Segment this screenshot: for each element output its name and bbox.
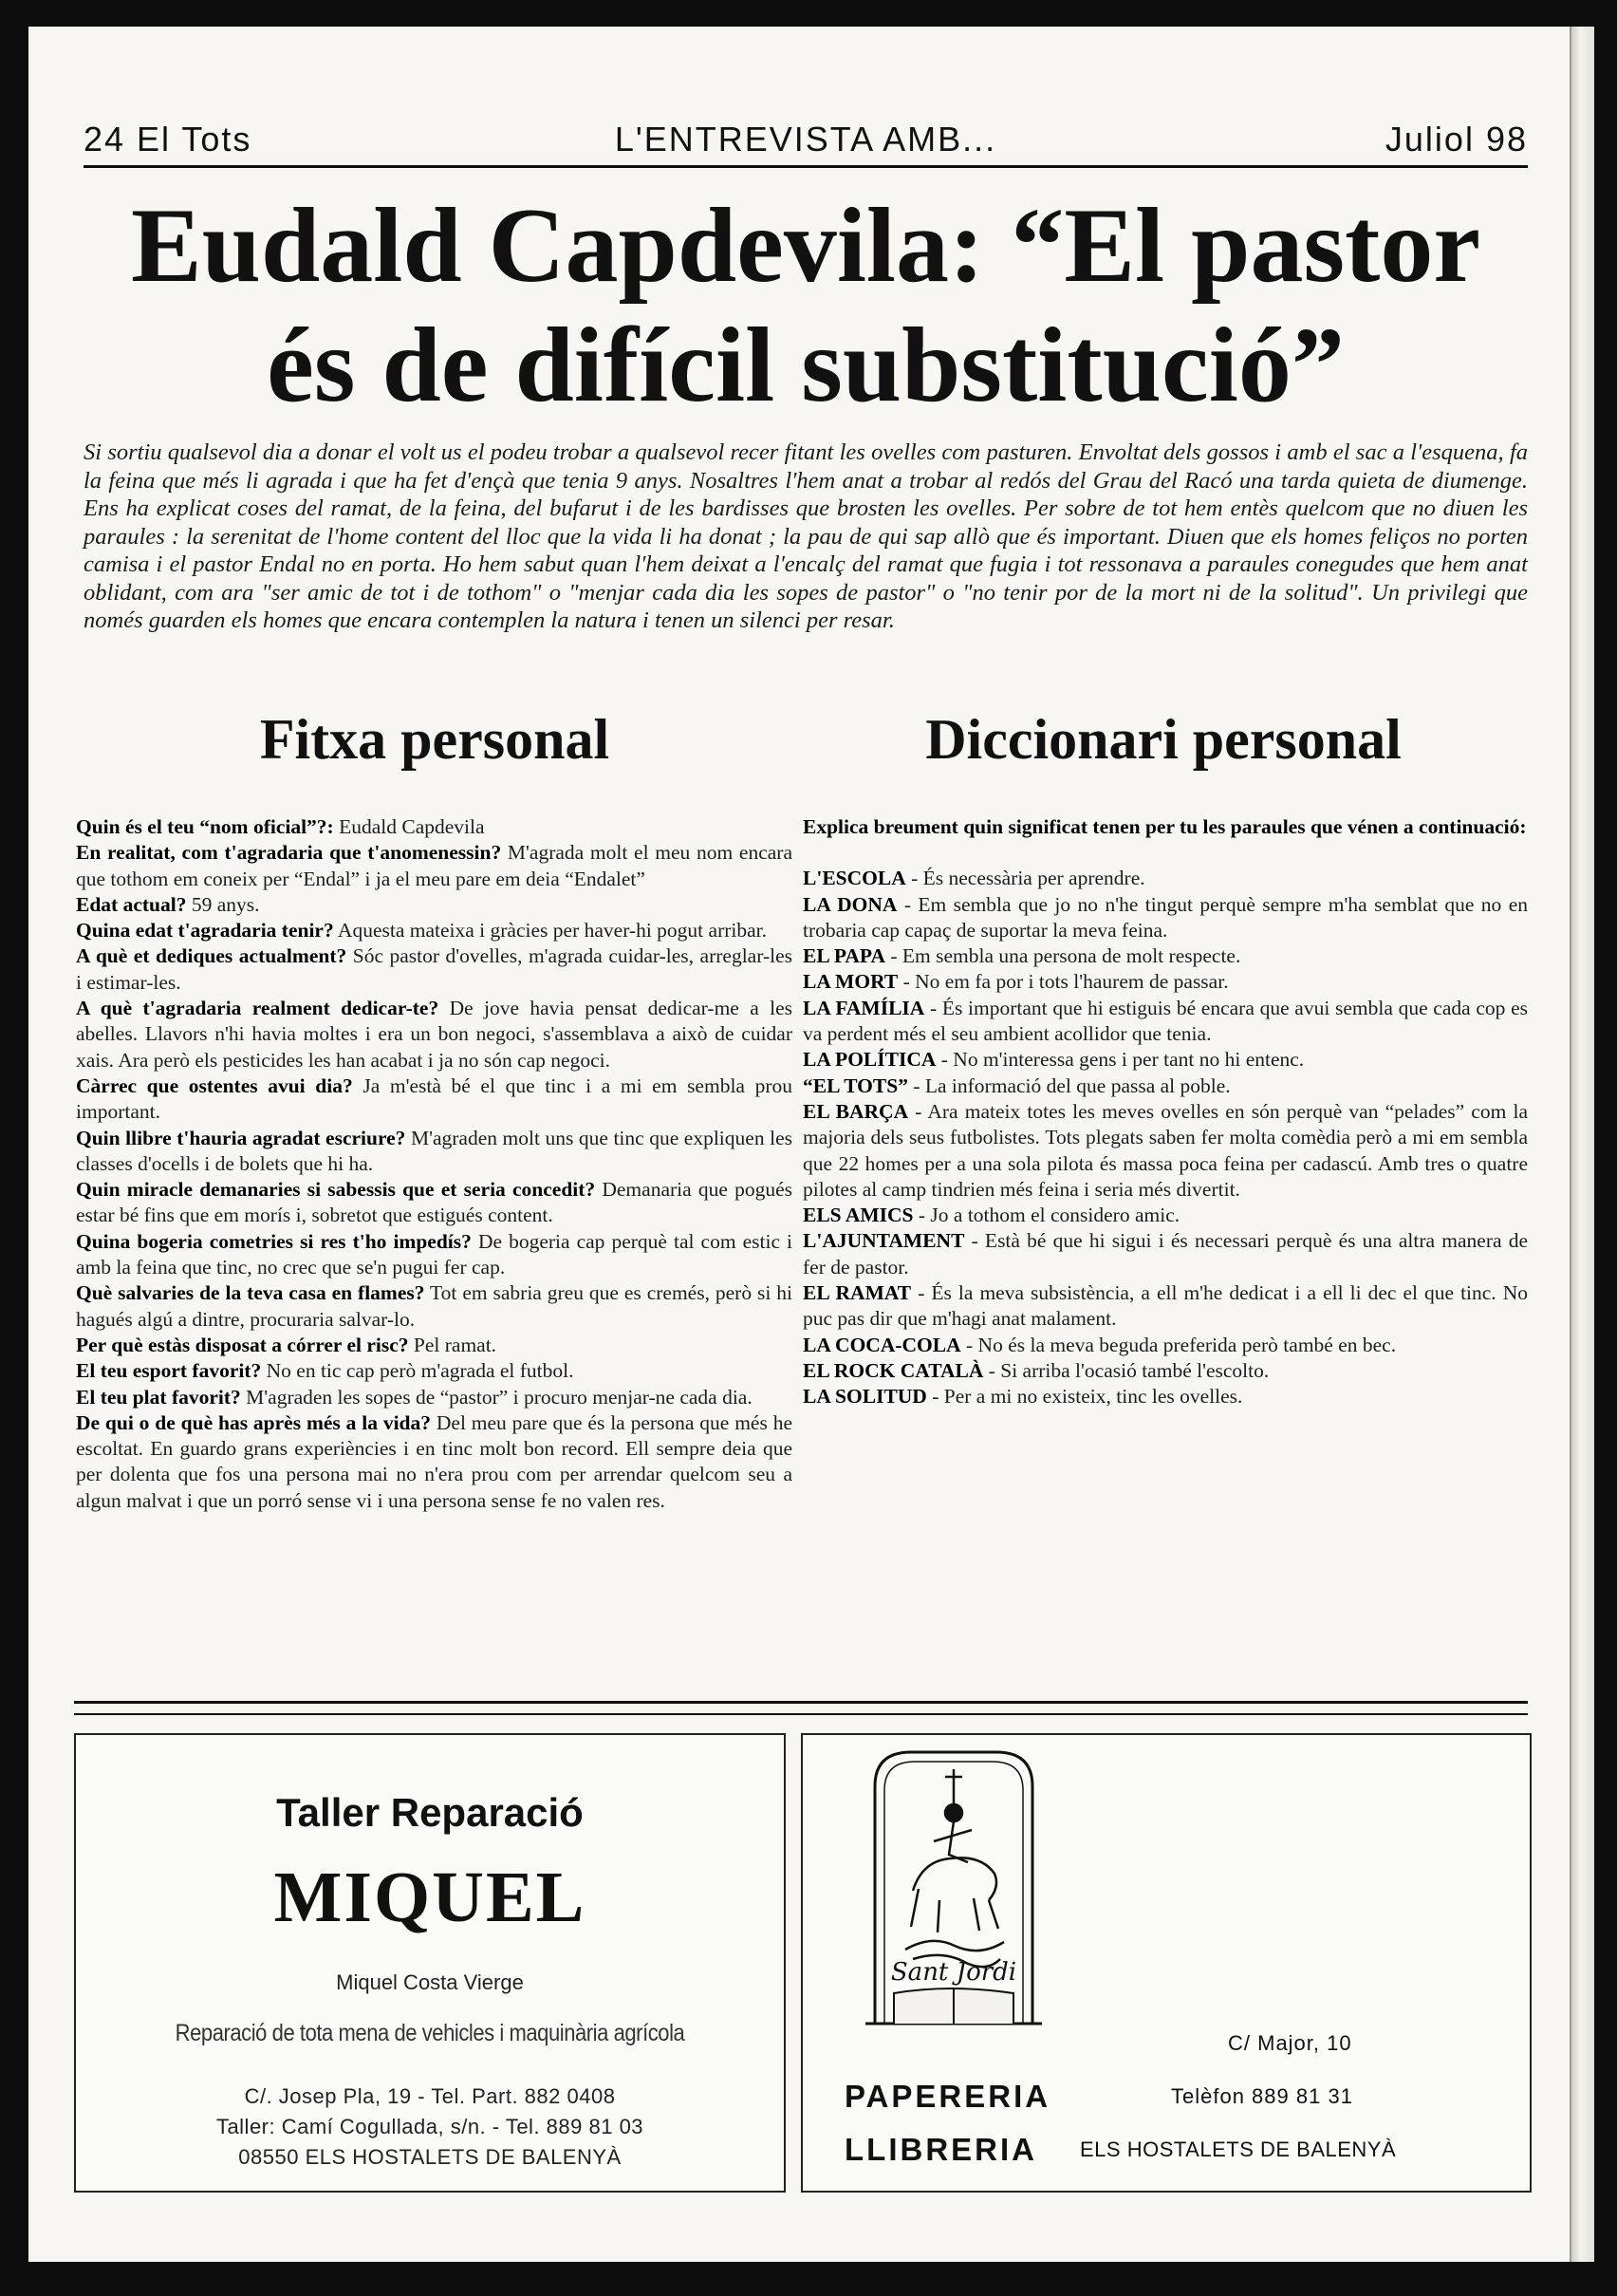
- diccionari-item: [803, 1073, 1528, 1099]
- fitxa-question: Quin miracle demanaries si sabessis que et seria concedit?: [76, 1178, 596, 1202]
- fitxa-answer: M'agraden molt uns que tinc que expliquen les classes d'ocells i de bolets que hi ha.: [76, 1126, 792, 1175]
- fitxa-item: [76, 1126, 792, 1178]
- diccionari-word: EL RAMAT: [803, 1281, 912, 1305]
- fitxa-answer: No en tic cap però m'agrada el futbol.: [261, 1359, 574, 1383]
- ads-divider: [74, 1701, 1528, 1715]
- spacer: [803, 840, 1528, 866]
- page-edge-strip: [1570, 27, 1594, 2262]
- diccionari-column: [803, 814, 1528, 1410]
- fitxa-item: [76, 1358, 792, 1384]
- header-section: L'ENTREVISTA AMB...: [614, 120, 997, 159]
- fitxa-item: [76, 1385, 792, 1410]
- ad-papereria-line1: PAPERERIA: [845, 2079, 1051, 2114]
- header-rule: [84, 165, 1528, 168]
- diccionari-definition: - És necessària per aprendre.: [905, 867, 1145, 890]
- ad-papereria-line2: LLIBRERIA: [845, 2132, 1037, 2167]
- ad-taller-workshop: Taller: Camí Cogullada, s/n. - Tel. 889 81 03: [215, 2115, 644, 2138]
- fitxa-question: El teu plat favorit?: [76, 1385, 241, 1409]
- diccionari-item: [803, 1358, 1528, 1384]
- ad-papereria-address: C/ Major, 10: [1228, 2031, 1352, 2055]
- fitxa-item: [76, 1280, 792, 1333]
- article-intro: Si sortiu qualsevol dia a donar el volt us el podeu trobar a qualsevol recer fitant les ovelles com pasturen. Envoltat dels gossos i amb el sac a l'esquena, fa la feina que més li agrada i que ha fet d'ençà que tenia 9 anys. Nosaltres l'hem anat a trobar al redós del Grau del Racó una tarda quieta de diumenge. Ens ha explicat coses del ramat, de la feina, del bufarut i de les bardisses que brosten les ovelles. Per sobre de tot hem entès quelcom que no diuen les paraules : la serenitat de l'home content del lloc que la vida li ha donat ; la pau de qui sap allò que és important. Diuen que els homes feliços no porten camisa i el pastor Endal no en porta. Ho hem sabut quan l'hem deixat a l'encalç del ramat que fugia i tot ressonava a paraules conegudes que hem anat oblidant, com ara "ser amic de tot i de tothom" o "menjar cada dia les sopes de pastor" o "no tenir por de la mort ni de la solitud". Un privilegi que només guarden els homes que encara contemplen la natura i tenen un silenci per resar.: [84, 439, 1528, 633]
- fitxa-item: [76, 840, 792, 892]
- diccionari-item: [803, 1047, 1528, 1073]
- fitxa-answer: Demanaria que pogués estar bé fins que em morís i, sobretot que estigués content.: [76, 1178, 792, 1227]
- ad-taller-owner: Miquel Costa Vierge: [336, 1970, 524, 1994]
- diccionari-word: LA POLÍTICA: [803, 1048, 937, 1072]
- diccionari-item: [803, 969, 1528, 995]
- fitxa-answer: Del meu pare que és la persona que més he escoltat. En guardo grans experiències i en tinc molt bon record. Ell sempre deia que per dolenta que fos una persona mai no n'era prou com per arrendar quelcom seu a algun malvat i que un porró sense vi i una persona sense fe no valen res.: [76, 1410, 793, 1512]
- diccionari-word: ELS AMICS: [803, 1204, 914, 1227]
- fitxa-answer: Eudald Capdevila: [333, 815, 485, 838]
- fitxa-question: Quin llibre t'hauria agradat escriure?: [76, 1126, 406, 1149]
- diccionari-item: [803, 1384, 1528, 1409]
- diccionari-word: LA SOLITUD: [803, 1385, 927, 1409]
- fitxa-question: Quina edat t'agradaria tenir?: [76, 919, 334, 943]
- header-date: Juliol 98: [1385, 120, 1528, 159]
- logo-caption: Sant Jordi: [890, 1958, 1017, 1987]
- diccionari-definition: - Jo a tothom el considero amic.: [913, 1204, 1180, 1227]
- diccionari-word: LA MORT: [803, 970, 899, 994]
- fitxa-column: [76, 814, 792, 1514]
- diccionari-item: [803, 1099, 1528, 1203]
- fitxa-question: Quina bogeria cometries si res t'ho impedís?: [76, 1229, 472, 1253]
- diccionari-word: EL PAPA: [803, 944, 885, 968]
- ad-papereria-phone: Telèfon 889 81 31: [1171, 2084, 1353, 2108]
- fitxa-question: El teu esport favorit?: [76, 1359, 262, 1383]
- fitxa-item: [76, 918, 792, 943]
- diccionari-definition: - Està bé que hi sigui i és necessari perquè és una altra manera de fer de pastor.: [803, 1229, 1528, 1279]
- fitxa-question: A què et dediques actualment?: [76, 944, 347, 968]
- fitxa-question: Què salvaries de la teva casa en flames?: [76, 1281, 425, 1305]
- fitxa-answer: De bogeria cap perquè tal com estic i amb la feina que tinc, no crec que se'n pugui fer cap.: [76, 1229, 793, 1279]
- diccionari-word: EL BARÇA: [803, 1099, 909, 1123]
- fitxa-item: [76, 1410, 792, 1514]
- fitxa-question: Edat actual?: [76, 892, 187, 916]
- diccionari-definition: - No és la meva beguda preferida però també en bec.: [960, 1333, 1397, 1356]
- diccionari-word: EL ROCK CATALÀ: [803, 1358, 984, 1382]
- sant-jordi-logo: [856, 1748, 1051, 2033]
- diccionari-item: [803, 866, 1528, 891]
- fitxa-item: [76, 1333, 792, 1358]
- fitxa-question: Càrrec que ostentes avui dia?: [76, 1073, 353, 1097]
- diccionari-item: [803, 1203, 1528, 1228]
- ad-papereria-town: ELS HOSTALETS DE BALENYÀ: [1080, 2137, 1397, 2161]
- ad-taller-name: MIQUEL: [273, 1857, 586, 1937]
- diccionari-definition: - No m'interessa gens i per tant no hi entenc.: [936, 1048, 1305, 1072]
- diccionari-definition: - La informació del que passa al poble.: [907, 1073, 1231, 1097]
- fitxa-answer: Ja m'està bé el que tinc i a mi em sembla prou important.: [76, 1073, 792, 1124]
- fitxa-item: [76, 1177, 792, 1229]
- diccionari-definition: - Em sembla una persona de molt respecte.: [885, 944, 1241, 968]
- ad-taller-town: 08550 ELS HOSTALETS DE BALENYÀ: [238, 2145, 622, 2169]
- diccionari-word: LA DONA: [803, 892, 898, 916]
- article-title: Eudald Capdevila: “El pastor és de difícil substitució”: [130, 187, 1481, 424]
- fitxa-item: [76, 892, 792, 918]
- fitxa-answer: M'agraden les sopes de “pastor” i procuro menjar-ne cada dia.: [240, 1385, 753, 1409]
- ad-taller-line1: Taller Reparació: [276, 1790, 584, 1835]
- diccionari-item: [803, 996, 1528, 1048]
- header-page-number: 24 El Tots: [84, 120, 252, 159]
- diccionari-item: [803, 1228, 1528, 1280]
- fitxa-answer: Sóc pastor d'ovelles, m'agrada cuidar-les, arreglar-les i estimar-les.: [76, 944, 792, 994]
- diccionari-definition: - No em fa por i tots l'haurem de passar.: [898, 970, 1229, 994]
- diccionari-item: [803, 1333, 1528, 1358]
- diccionari-item: [803, 892, 1528, 944]
- fitxa-item: [76, 996, 792, 1073]
- diccionari-definition: - És important que hi estiguis bé encara que avui sembla que cada cop es va perdent més el seu ambient acollidor que tenia.: [803, 996, 1528, 1046]
- fitxa-answer: Pel ramat.: [408, 1333, 497, 1356]
- fitxa-question: En realitat, com t'agradaria que t'anomenessin?: [76, 841, 502, 865]
- diccionari-prompt: Explica breument quin significat tenen per tu les paraules que vénen a continuació:: [803, 815, 1527, 838]
- diccionari-definition: - Per a mi no existeix, tinc les ovelles.: [926, 1385, 1243, 1409]
- diccionari-word: LA FAMÍLIA: [803, 996, 925, 1019]
- page-header: [84, 91, 1528, 167]
- fitxa-answer: M'agrada molt el meu nom encara que tothom em coneix per “Endal” i ja el meu pare em deia “Endalet”: [76, 841, 792, 890]
- fitxa-item: [76, 943, 792, 996]
- diccionari-word: LA COCA-COLA: [803, 1333, 961, 1356]
- diccionari-definition: - Si arriba l'ocasió també l'escolto.: [983, 1358, 1270, 1382]
- fitxa-answer: 59 anys.: [186, 892, 260, 916]
- fitxa-question: De qui o de què has après més a la vida?: [76, 1410, 432, 1434]
- diccionari-word: “EL TOTS”: [803, 1073, 908, 1097]
- fitxa-answer: Tot em sabria greu que es cremés, però si hi hagués algú a dintre, procuraria salvar-lo.: [76, 1281, 792, 1331]
- fitxa-question: Per què estàs disposat a córrer el risc?: [76, 1333, 409, 1356]
- fitxa-item: [76, 814, 792, 840]
- diccionari-word: L'ESCOLA: [803, 867, 906, 890]
- diccionari-item: [803, 1280, 1528, 1333]
- ad-taller-address: C/. Josep Pla, 19 - Tel. Part. 882 0408: [244, 2084, 616, 2108]
- fitxa-item: [76, 1073, 792, 1126]
- diccionari-list: [803, 866, 1528, 1409]
- fitxa-answer: De jove havia pensat dedicar-me a les abelles. Llavors n'hi havia moltes i era un bon negoci, s'assemblava a això de cuidar xais. Ara però els pesticides les han acabat i ja no són cap negoci.: [76, 997, 792, 1072]
- fitxa-item: [76, 1229, 792, 1281]
- fitxa-question: Quin és el teu “nom oficial”?:: [76, 815, 334, 838]
- diccionari-item: [803, 943, 1528, 969]
- diccionari-word: L'AJUNTAMENT: [803, 1229, 965, 1253]
- fitxa-question: A què t'agradaria realment dedicar-te?: [76, 997, 439, 1020]
- ad-papereria: [801, 1733, 1532, 2193]
- ad-taller-service: Reparació de tota mena de vehicles i maquinària agrícola: [175, 2020, 685, 2046]
- fitxa-heading: Fitxa personal: [259, 708, 610, 771]
- diccionari-definition: - És la meva subsistència, a ell m'he dedicat i a ell li dec el que tinc. No puc pas dir que m'hagi anat malament.: [803, 1281, 1528, 1331]
- diccionari-heading: Diccionari personal: [925, 708, 1402, 771]
- diccionari-definition: - Em sembla que jo no n'he tingut perquè sempre m'ha semblat que no en trobaria cap capaç de suportar la meva feina.: [803, 892, 1529, 942]
- ad-taller-miquel: [74, 1733, 786, 2193]
- diccionari-definition: - Ara mateix totes les meves ovelles en són perquè van “pelades” com la majoria dels seus futbolistes. Tots plegats saben fer molta comèdia però a mi em sembla que 22 homes per a una sola pilota és massa poca feina per cadascú. Amb tres o quatre pilotes al camp tindrien més feina i seria més divertit.: [803, 1099, 1528, 1201]
- fitxa-answer: Aquesta mateixa i gràcies per haver-hi pogut arribar.: [333, 919, 768, 943]
